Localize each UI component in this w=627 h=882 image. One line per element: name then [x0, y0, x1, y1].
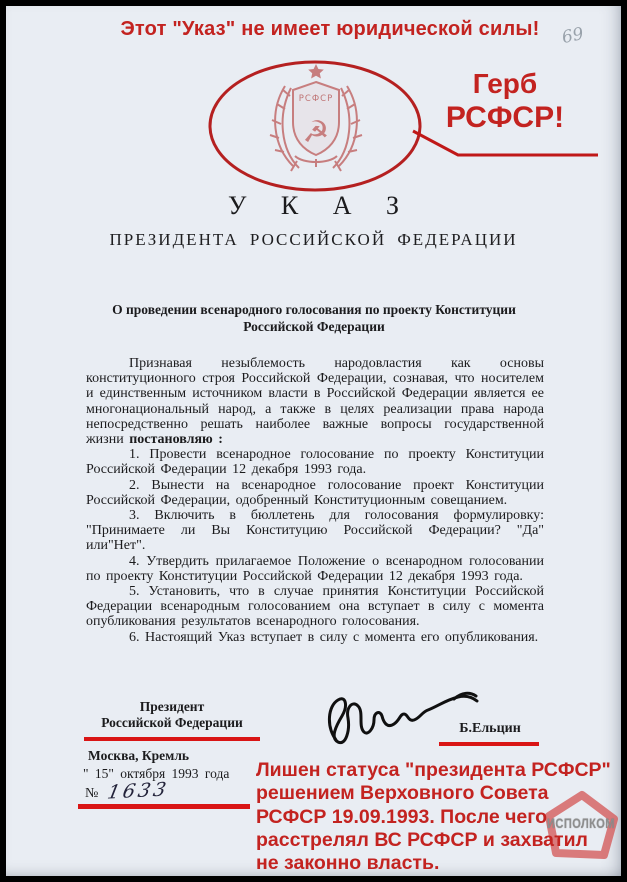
red-underline-footer [78, 804, 250, 809]
emblem-shield-label: РСФСР [298, 94, 334, 104]
subject-line2: Российской Федерации [243, 318, 385, 334]
annotation-top-claim: Этот "Указ" не имеет юридической силы! [120, 18, 540, 40]
decree-date: " 15" октября 1993 года [83, 766, 230, 781]
annotation-gerb-line1: Герб [472, 68, 538, 99]
decree-subject [64, 302, 564, 335]
decree-item-2: 2. Вынести на всенародное голосование проект Конституции Российской Федерации, одобренный Конституционным совещанием. [86, 477, 544, 508]
decree-place: Москва, Кремль [88, 748, 190, 763]
annotation-gerb-line2: РСФСР! [445, 101, 565, 134]
handwritten-decree-number: 1633 [105, 778, 172, 804]
red-underline-name [439, 742, 539, 746]
hammer-sickle-icon: ☭ [302, 115, 330, 150]
red-ellipse-annotation [207, 59, 423, 193]
preamble-verb: постановляю : [129, 432, 223, 448]
annotation-bottom-claim [256, 759, 611, 875]
watermark-label: ИСПОЛКОМ [547, 816, 615, 831]
handwritten-page-number: 69 [560, 23, 586, 49]
decree-item-4: 4. Утвердить прилагаемое Положение о всенародном голосовании по проекту Конституции Российской Федерации 12 декабря 1993 года. [86, 553, 544, 584]
bottom-claim-line3: РСФСР 19.09.1993. После чего [256, 805, 548, 828]
decree-item-5: 5. Установить, что в случае принятия Конституции Российской Федерации всенародным голосованием она вступает в силу с момента опубликования результатов всенародного голосования. [86, 584, 544, 630]
decree-subtitle: ПРЕЗИДЕНТА РОССИЙСКОЙ ФЕДЕРАЦИИ [109, 230, 518, 249]
bottom-claim-line5: не законно власть. [256, 852, 440, 875]
bottom-claim-line4: расстрелял ВС РСФСР и захватил [256, 828, 588, 851]
bottom-claim-line1: Лишен статуса "президента РСФСР" [256, 759, 611, 781]
subject-line1: О проведении всенародного голосования по проекту Конституции [112, 302, 516, 317]
signer-name: Б.Ельцин [459, 721, 521, 736]
number-sign: № [85, 786, 99, 801]
president-post: Президент Российской Федерации [101, 699, 243, 730]
decree-number-row [85, 778, 172, 804]
yeltsin-signature [312, 686, 482, 748]
decree-item-6: 6. Настоящий Указ вступает в силу с момента его опубликования. [129, 629, 539, 645]
decree-item-1: 1. Провести всенародное голосование по проекту Конституции Российской Федерации 12 декабря 1993 года. [86, 447, 544, 478]
red-underline-post [84, 737, 260, 741]
decree-item-3: 3. Включить в бюллетень для голосования формулировку: "Принимаете ли Вы Конституцию Российской Федерации? "Да" или"Нет". [86, 508, 544, 554]
bottom-claim-line2: решением Верховного Совета [256, 782, 549, 805]
decree-body [86, 356, 544, 645]
preamble: Признавая незыблемость народовластия как основы конституционного строя Российской Федерации, сознавая, что носителем и единственным источником власти в Российской Федерации является ее многонациональный народ, а также в целях реализации права народа непосредственно решать наиболее важные вопросы государственной жизни постановляю : [86, 356, 544, 448]
decree-title: У К А З [227, 191, 414, 220]
